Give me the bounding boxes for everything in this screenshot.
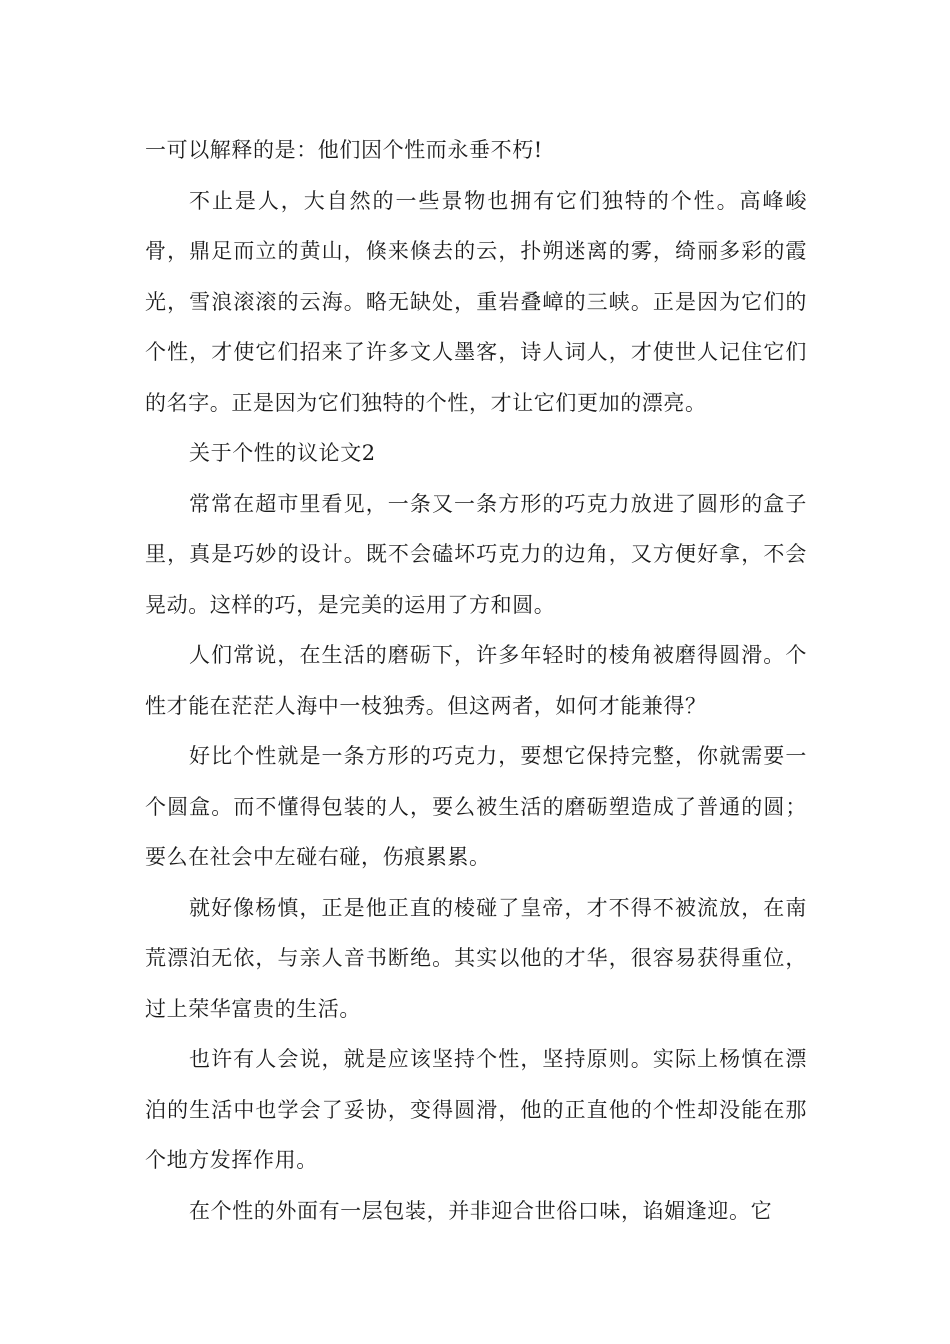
paragraph-6: 好比个性就是一条方形的巧克力，要想它保持完整，你就需要一个圆盒。而不懂得包装的人，要么被生活的磨砺塑造成了普通的圆；要么在社会中左碰右碰，伤痕累累。: [145, 744, 807, 869]
document-body: [145, 125, 807, 1236]
paragraph-8: 也许有人会说，就是应该坚持个性，坚持原则。实际上杨慎在漂泊的生活中也学会了妥协，变得圆滑，他的正直他的个性却没能在那个地方发挥作用。: [145, 1047, 807, 1172]
paragraph-1: 一可以解释的是：他们因个性而永垂不朽!: [145, 138, 543, 162]
paragraph-4: 常常在超市里看见，一条又一条方形的巧克力放进了圆形的盒子里，真是巧妙的设计。既不会磕坏巧克力的边角，又方便好拿，不会晃动。这样的巧，是完美的运用了方和圆。: [145, 491, 807, 617]
section-heading: 关于个性的议论文2: [189, 441, 376, 465]
paragraph-5: 人们常说，在生活的磨砺下，许多年轻时的棱角被磨得圆滑。个性才能在茫茫人海中一枝独秀。但这两者，如何才能兼得？: [145, 643, 807, 718]
paragraph-7: 就好像杨慎，正是他正直的棱碰了皇帝，才不得不被流放，在南荒漂泊无依，与亲人音书断绝。其实以他的才华，很容易获得重位，过上荣华富贵的生活。: [145, 895, 807, 1021]
paragraph-2: 不止是人，大自然的一些景物也拥有它们独特的个性。高峰峻骨，鼎足而立的黄山，倏来倏去的云，扑朔迷离的雾，绮丽多彩的霞光，雪浪滚滚的云海。略无缺处，重岩叠嶂的三峡。正是因为它们的个性，才使它们招来了许多文人墨客，诗人词人，才使世人记住它们的名字。正是因为它们独特的个性，才让它们更加的漂亮。: [145, 188, 807, 415]
paragraph-9: 在个性的外面有一层包装，并非迎合世俗口味，谄媚逢迎。它: [189, 1198, 773, 1223]
